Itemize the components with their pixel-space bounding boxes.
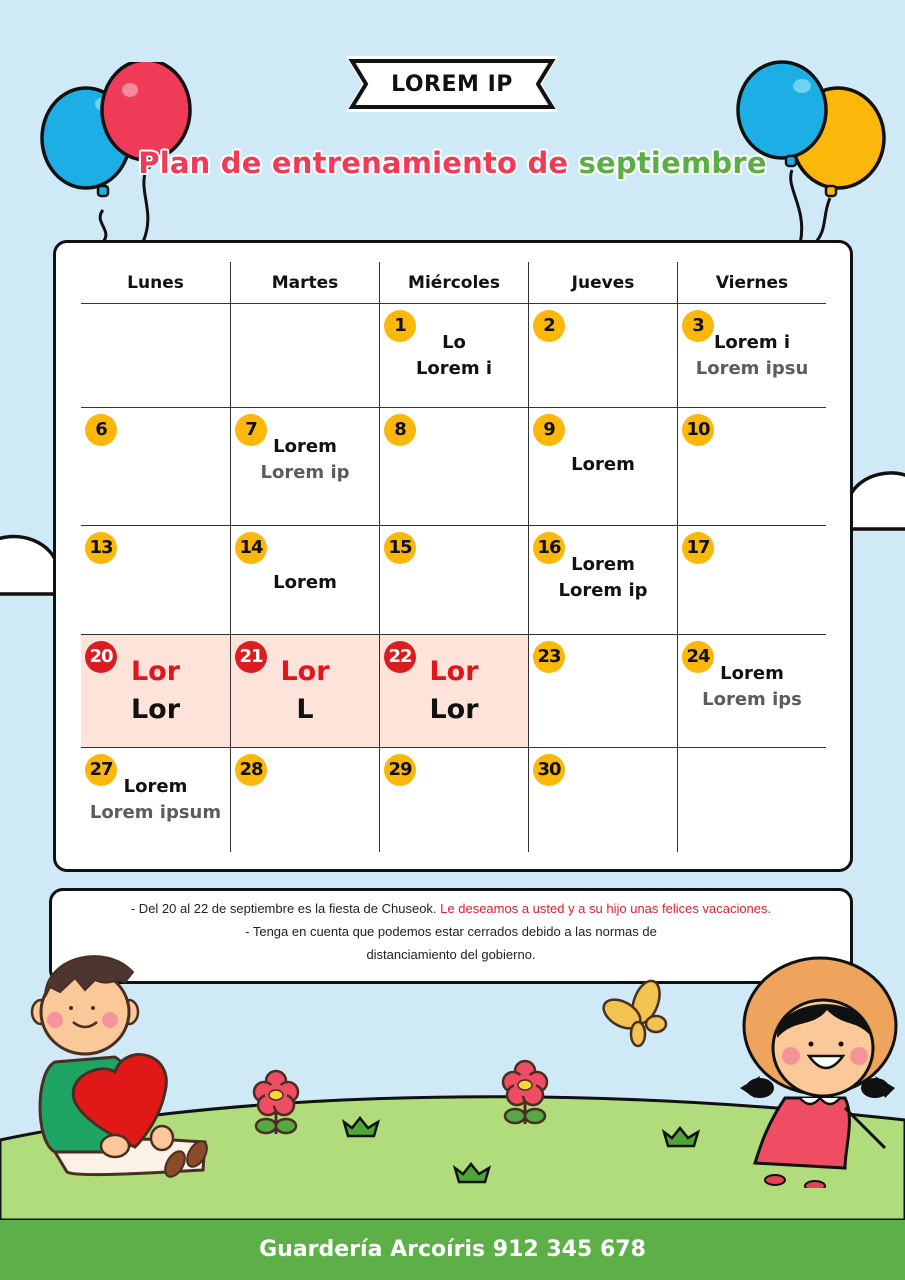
event-title: Lorem	[273, 572, 337, 593]
day-number-badge: 14	[235, 532, 267, 564]
calendar-day-20[interactable]	[81, 635, 230, 747]
day-number-badge: 8	[384, 414, 416, 446]
calendar-week	[81, 304, 826, 408]
grass-tuft-icon	[342, 1116, 382, 1140]
calendar-day-15[interactable]	[379, 526, 528, 634]
calendar-day-24[interactable]	[677, 635, 826, 747]
event-title: Lorem	[720, 663, 784, 684]
day-event	[231, 570, 379, 596]
boy-with-heart-illustration	[15, 942, 225, 1182]
event-subtitle: Lorem ipsu	[695, 358, 809, 379]
notice-holiday-text: - Del 20 al 22 de septiembre es la fiesta de Chuseok.	[130, 901, 441, 916]
calendar-day-28[interactable]	[230, 748, 379, 852]
event-subtitle: Lor	[429, 694, 479, 725]
day-number-badge: 6	[85, 414, 117, 446]
calendar-day-22[interactable]	[379, 635, 528, 747]
day-number-badge: 7	[235, 414, 267, 446]
calendar-week	[81, 748, 826, 852]
day-event	[380, 653, 528, 729]
event-subtitle: L	[296, 694, 314, 725]
day-number-badge: 2	[533, 310, 565, 342]
flower-icon	[497, 1058, 557, 1130]
calendar-day-27[interactable]	[81, 748, 230, 852]
day-number-badge: 27	[85, 754, 117, 786]
day-number-badge: 9	[533, 414, 565, 446]
day-event	[231, 434, 379, 486]
day-number-badge: 21	[235, 641, 267, 673]
day-event	[529, 552, 677, 604]
event-title: Lor	[429, 656, 479, 687]
calendar-day-3[interactable]	[677, 304, 826, 407]
calendar-day-10[interactable]	[677, 408, 826, 525]
calendar-day-empty	[230, 304, 379, 407]
title-month: septiembre	[578, 146, 767, 180]
event-title: Lor	[130, 656, 181, 687]
calendar-day-1[interactable]	[379, 304, 528, 407]
girl-with-hat-illustration	[735, 948, 905, 1188]
day-number-badge: 3	[682, 310, 714, 342]
day-event	[380, 330, 528, 382]
event-subtitle: Lorem ip	[260, 462, 350, 483]
notice-line-2: - Tenga en cuenta que podemos estar cerrados debido a las normas de	[245, 924, 657, 939]
day-event	[81, 774, 230, 826]
weekday-friday: Viernes	[677, 262, 826, 303]
event-subtitle: Lorem ipsum	[89, 802, 222, 823]
day-number-badge: 20	[85, 641, 117, 673]
event-title: Lorem	[123, 776, 188, 797]
day-number-badge: 23	[533, 641, 565, 673]
weekday-header	[81, 262, 826, 304]
day-number-badge: 22	[384, 641, 416, 673]
day-event	[678, 330, 826, 382]
title-main: Plan de entrenamiento de	[138, 146, 579, 180]
calendar-day-23[interactable]	[528, 635, 677, 747]
calendar-grid	[81, 262, 826, 852]
event-title: Lorem	[571, 554, 635, 575]
event-title: Lo	[442, 332, 466, 353]
calendar-day-13[interactable]	[81, 526, 230, 634]
calendar-week	[81, 408, 826, 526]
calendar-day-17[interactable]	[677, 526, 826, 634]
day-event	[529, 452, 677, 478]
footer-bar: Guardería Arcoíris 912 345 678	[0, 1220, 905, 1280]
calendar-day-14[interactable]	[230, 526, 379, 634]
day-number-badge: 30	[533, 754, 565, 786]
weekday-thursday: Jueves	[528, 262, 677, 303]
notice-wishes-text: Le deseamos a usted y a su hijo unas felices vacaciones.	[440, 901, 772, 916]
event-title: Lorem	[571, 454, 635, 475]
day-number-badge: 1	[384, 310, 416, 342]
day-number-badge: 28	[235, 754, 267, 786]
grass-tuft-icon	[453, 1162, 493, 1186]
day-number-badge: 29	[384, 754, 416, 786]
calendar-day-empty	[677, 748, 826, 852]
event-subtitle: Lorem ips	[702, 689, 802, 710]
weekday-tuesday: Martes	[230, 262, 379, 303]
event-subtitle: Lorem i	[415, 358, 493, 379]
weekday-wednesday: Miércoles	[379, 262, 528, 303]
day-number-badge: 24	[682, 641, 714, 673]
event-subtitle: Lor	[130, 694, 181, 725]
event-title: Lorem	[273, 436, 337, 457]
banner-label: LOREM IP	[391, 71, 513, 97]
day-event	[231, 653, 379, 729]
calendar-day-30[interactable]	[528, 748, 677, 852]
event-title: Lor	[280, 656, 330, 687]
butterfly-icon	[598, 978, 673, 1050]
calendar-week	[81, 635, 826, 748]
day-event	[81, 653, 230, 729]
day-event	[678, 661, 826, 713]
day-number-badge: 10	[682, 414, 714, 446]
calendar-day-8[interactable]	[379, 408, 528, 525]
notice-line-3: distanciamiento del gobierno.	[366, 947, 536, 962]
calendar-day-29[interactable]	[379, 748, 528, 852]
notice-line-1	[52, 897, 850, 920]
calendar-day-6[interactable]	[81, 408, 230, 525]
calendar-week	[81, 526, 826, 635]
event-subtitle: Lorem ip	[558, 580, 648, 601]
calendar-day-16[interactable]	[528, 526, 677, 634]
calendar-day-9[interactable]	[528, 408, 677, 525]
weekday-monday: Lunes	[127, 273, 184, 293]
calendar-weeks	[81, 304, 826, 852]
day-number-badge: 16	[533, 532, 565, 564]
event-title: Lorem i	[713, 332, 791, 353]
flower-icon	[248, 1068, 308, 1140]
day-number-badge: 15	[384, 532, 416, 564]
calendar-day-2[interactable]	[528, 304, 677, 407]
day-number-badge: 17	[682, 532, 714, 564]
ribbon-banner	[346, 56, 558, 112]
calendar-day-21[interactable]	[230, 635, 379, 747]
day-number-badge: 13	[85, 532, 117, 564]
page-title	[0, 146, 905, 180]
calendar-day-7[interactable]	[230, 408, 379, 525]
calendar-day-empty	[81, 304, 230, 407]
grass-tuft-icon	[662, 1126, 702, 1150]
